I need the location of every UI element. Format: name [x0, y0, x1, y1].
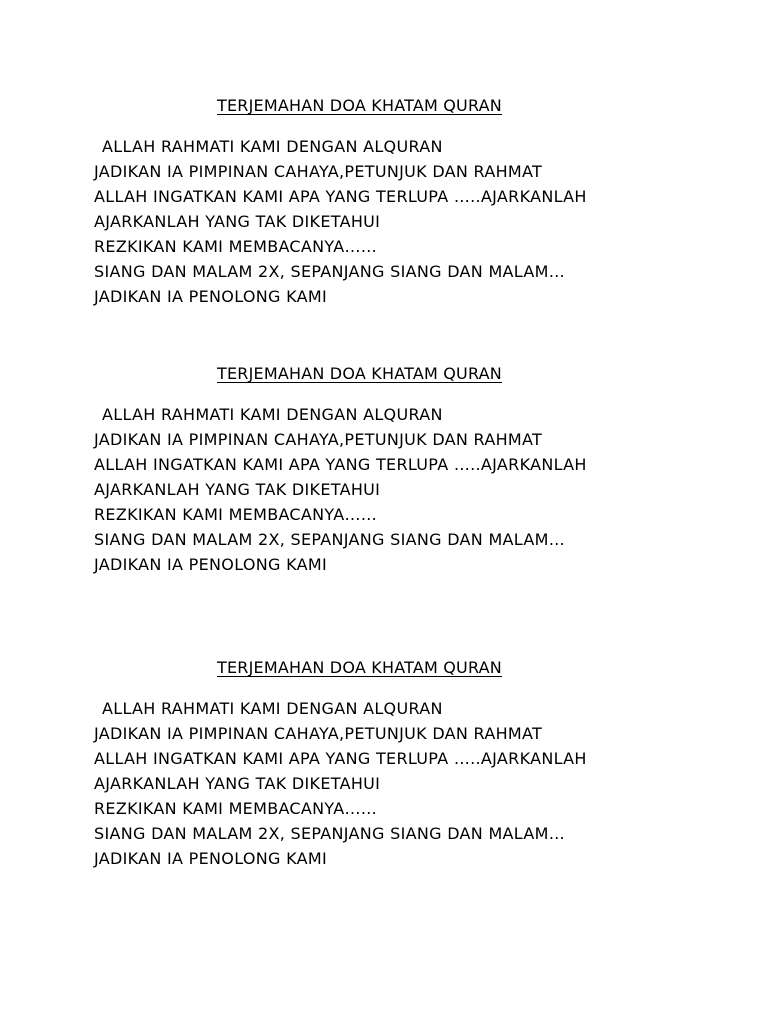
prayer-line: JADIKAN IA PENOLONG KAMI: [94, 287, 327, 306]
prayer-line: JADIKAN IA PIMPINAN CAHAYA,PETUNJUK DAN RAHMAT: [94, 724, 543, 743]
prayer-line: SIANG DAN MALAM 2X, SEPANJANG SIANG DAN MALAM…: [94, 824, 566, 843]
prayer-line: ALLAH RAHMATI KAMI DENGAN ALQURAN: [102, 137, 443, 156]
prayer-lines: [94, 134, 587, 309]
prayer-line: AJARKANLAH YANG TAK DIKETAHUI: [94, 480, 381, 499]
prayer-line: AJARKANLAH YANG TAK DIKETAHUI: [94, 212, 381, 231]
prayer-line: SIANG DAN MALAM 2X, SEPANJANG SIANG DAN MALAM…: [94, 262, 566, 281]
prayer-line: JADIKAN IA PENOLONG KAMI: [94, 849, 327, 868]
prayer-line: REZKIKAN KAMI MEMBACANYA……: [94, 505, 378, 524]
prayer-line: ALLAH RAHMATI KAMI DENGAN ALQURAN: [102, 699, 443, 718]
prayer-lines: [94, 402, 587, 577]
prayer-line: ALLAH RAHMATI KAMI DENGAN ALQURAN: [102, 405, 443, 424]
prayer-line: JADIKAN IA PIMPINAN CAHAYA,PETUNJUK DAN RAHMAT: [94, 430, 543, 449]
block-title: TERJEMAHAN DOA KHATAM QURAN: [217, 96, 502, 115]
prayer-line: ALLAH INGATKAN KAMI APA YANG TERLUPA …..AJARKANLAH: [94, 187, 587, 206]
prayer-line: REZKIKAN KAMI MEMBACANYA……: [94, 237, 378, 256]
block-title: TERJEMAHAN DOA KHATAM QURAN: [217, 364, 502, 383]
block-title: TERJEMAHAN DOA KHATAM QURAN: [217, 658, 502, 677]
prayer-line: AJARKANLAH YANG TAK DIKETAHUI: [94, 774, 381, 793]
prayer-line: ALLAH INGATKAN KAMI APA YANG TERLUPA …..AJARKANLAH: [94, 749, 587, 768]
prayer-line: JADIKAN IA PENOLONG KAMI: [94, 555, 327, 574]
prayer-line: REZKIKAN KAMI MEMBACANYA……: [94, 799, 378, 818]
prayer-line: ALLAH INGATKAN KAMI APA YANG TERLUPA …..AJARKANLAH: [94, 455, 587, 474]
prayer-line: JADIKAN IA PIMPINAN CAHAYA,PETUNJUK DAN RAHMAT: [94, 162, 543, 181]
prayer-line: SIANG DAN MALAM 2X, SEPANJANG SIANG DAN MALAM…: [94, 530, 566, 549]
prayer-lines: [94, 696, 587, 871]
